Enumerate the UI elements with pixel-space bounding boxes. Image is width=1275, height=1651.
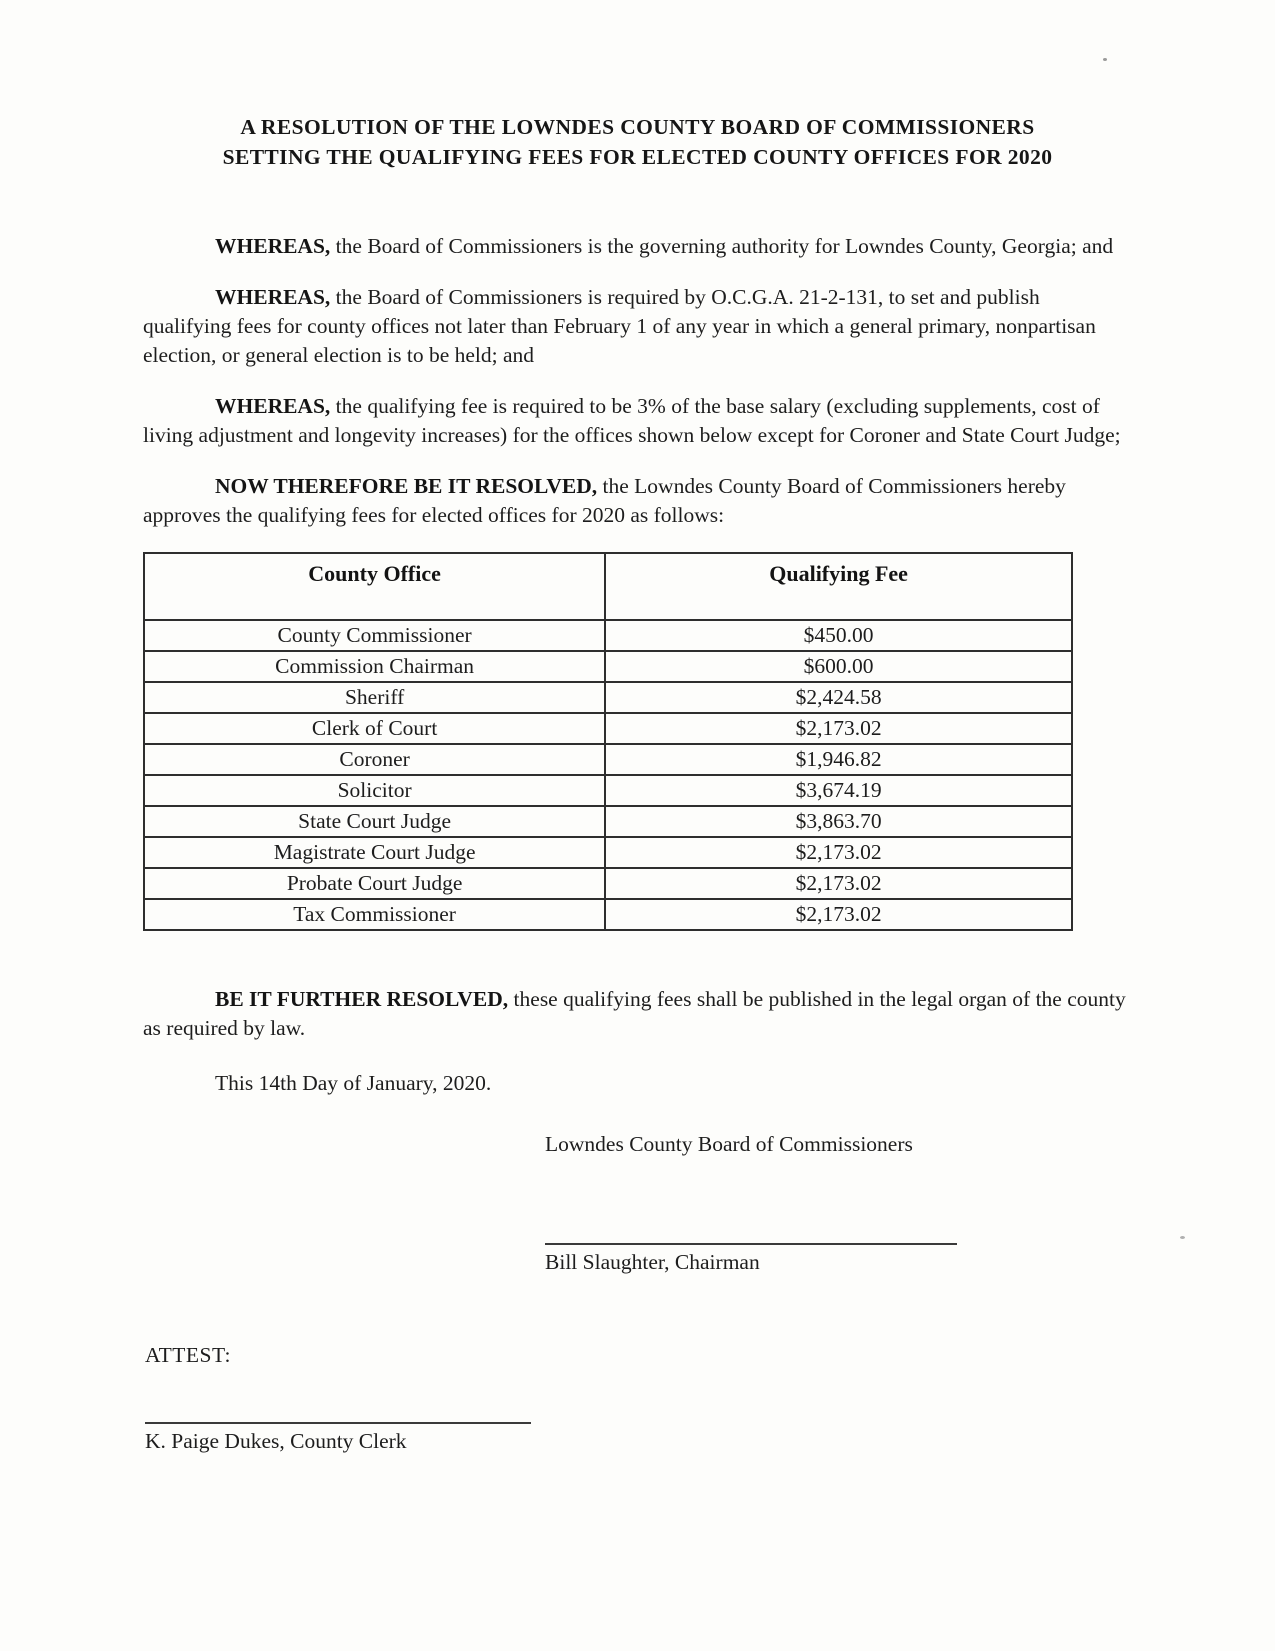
table-row [144,868,1072,899]
table-row [144,899,1072,930]
paragraph-body: the Board of Commissioners is the governing authority for Lowndes County, Georgia; and [330,234,1114,258]
table-header-row [144,553,1072,620]
paragraph-whereas-1 [143,232,1132,261]
cell-office: Coroner [144,744,605,775]
table-row [144,806,1072,837]
table-row [144,744,1072,775]
cell-fee: $2,173.02 [605,899,1072,930]
cell-fee: $2,424.58 [605,682,1072,713]
paragraph-body: the qualifying fee is required to be 3% of the base salary (excluding supplements, cost of living adjustment and longevity increases) for the offices shown below except for Coroner and State Court Judge; [143,394,1121,447]
attest-label: ATTEST: [145,1343,232,1367]
table-row [144,775,1072,806]
paragraph-further-resolved [143,985,1132,1043]
paragraph-body: these qualifying fees shall be published in the legal organ of the county as required by law. [143,987,1126,1040]
table-row [144,837,1072,868]
paragraph-body: the Board of Commissioners is required by O.C.G.A. 21-2-131, to set and publish qualifying fees for county offices not later than February 1 of any year in which a general primary, nonpartisan election, or general election is to be held; and [143,285,1096,367]
qualifying-fees-table [143,552,1073,931]
cell-fee: $2,173.02 [605,837,1072,868]
document-title [143,112,1132,172]
cell-office: Clerk of Court [144,713,605,744]
cell-office: Solicitor [144,775,605,806]
table-row [144,620,1072,651]
paragraph-whereas-3 [143,392,1132,450]
cell-fee: $1,946.82 [605,744,1072,775]
cell-fee: $450.00 [605,620,1072,651]
cell-fee: $600.00 [605,651,1072,682]
table-row [144,682,1072,713]
chairman-name-line: Bill Slaughter, Chairman [545,1250,760,1274]
clerk-signature-block [145,1422,531,1456]
chairman-signature-block [545,1243,957,1277]
paragraph-lead: BE IT FURTHER RESOLVED, [215,987,509,1011]
cell-office: County Commissioner [144,620,605,651]
table-header-qualifying-fee: Qualifying Fee [605,553,1072,620]
cell-fee: $3,674.19 [605,775,1072,806]
document-title-line1: A RESOLUTION OF THE LOWNDES COUNTY BOARD OF COMMISSIONERS [240,115,1035,139]
document-title-line2: SETTING THE QUALIFYING FEES FOR ELECTED COUNTY OFFICES FOR 2020 [222,145,1053,169]
paragraph-lead: WHEREAS, [215,394,331,418]
cell-office: State Court Judge [144,806,605,837]
paragraph-body: the Lowndes County Board of Commissioners hereby approves the qualifying fees for elected offices for 2020 as follows: [143,474,1066,527]
paragraph-lead: WHEREAS, [215,285,331,309]
paragraph-lead: NOW THEREFORE BE IT RESOLVED, [215,474,598,498]
signature-org-name: Lowndes County Board of Commissioners [545,1132,913,1156]
table-row [144,651,1072,682]
cell-office: Sheriff [144,682,605,713]
cell-fee: $2,173.02 [605,868,1072,899]
scan-artifact [1103,58,1107,61]
paragraph-lead: WHEREAS, [215,234,331,258]
cell-office: Commission Chairman [144,651,605,682]
paragraph-whereas-2 [143,283,1132,370]
scan-artifact [1180,1236,1185,1239]
clerk-name-line: K. Paige Dukes, County Clerk [145,1429,407,1453]
table-header-county-office: County Office [144,553,605,620]
cell-office: Magistrate Court Judge [144,837,605,868]
table-row [144,713,1072,744]
cell-office: Probate Court Judge [144,868,605,899]
paragraph-resolved [143,472,1132,530]
cell-fee: $3,863.70 [605,806,1072,837]
cell-office: Tax Commissioner [144,899,605,930]
cell-fee: $2,173.02 [605,713,1072,744]
date-line: This 14th Day of January, 2020. [215,1071,492,1095]
